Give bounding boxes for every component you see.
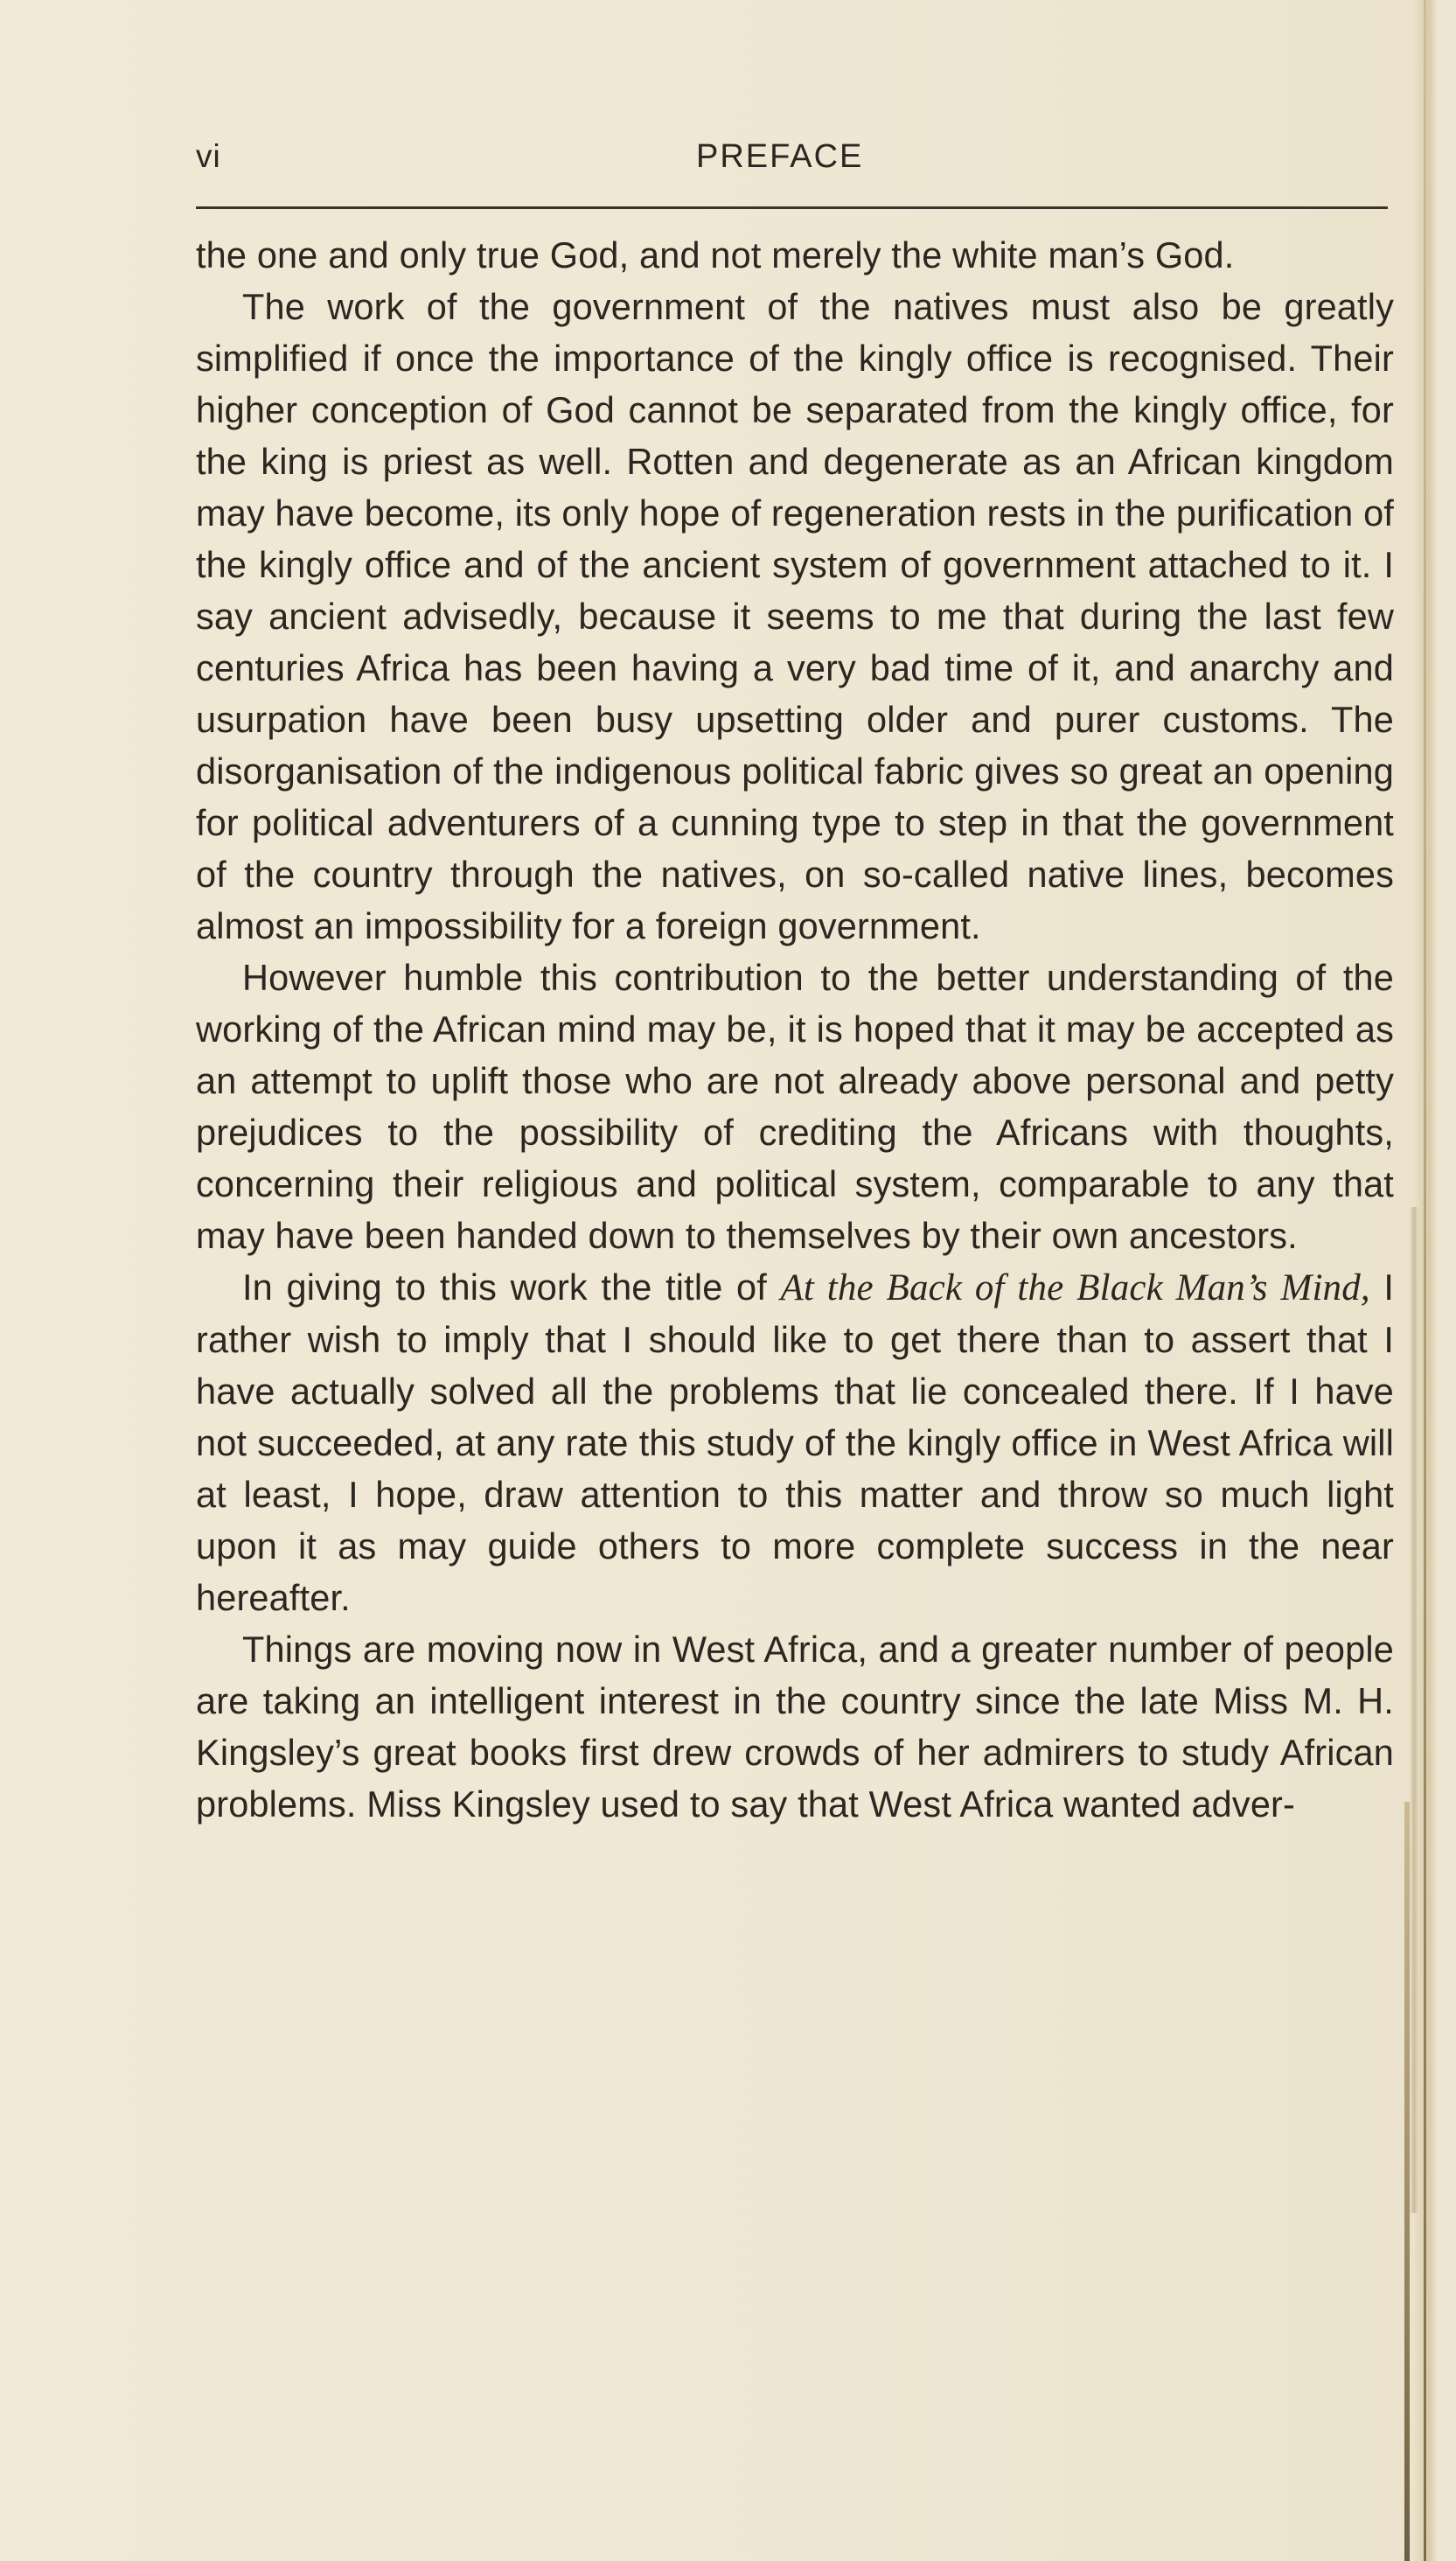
- header-rule: [196, 206, 1388, 209]
- paragraph: Things are moving now in West Africa, and a greater number of people are taking an intelligent interest in the country since the late Miss M. H. Kingsley’s great books first drew crowds of her admirers to study African problems. Miss Kingsley used to say that West Africa wanted adver-: [196, 1629, 1394, 1825]
- page-edge: [1415, 0, 1456, 2561]
- paragraph: The work of the government of the natives must also be greatly simplified if once the importance of the kingly office is recognised. Their higher conception of God cannot be separated from the kingly office, for the king is priest as well. Rotten and degenerate as an African kingdom may have become, its only hope of regeneration rests in the purification of the kingly office and of the ancient system of government attached to it. I say ancient advisedly, because it seems to me that during the last few centuries Africa has been having a very bad time of it, and anarchy and usurpation have been busy upsetting older and purer customs. The disorganisation of the indigenous political fabric gives so great an opening for political adventurers of a cunning type to step in that the government of the country through the natives, on so-called native lines, becomes almost an impossibility for a foreign government.: [196, 286, 1394, 946]
- preface-body: [196, 229, 1394, 1830]
- page-number: vi: [196, 138, 221, 174]
- running-header: [196, 138, 1394, 182]
- running-title: PREFACE: [696, 138, 864, 175]
- page-edge-shadow: [1410, 1207, 1418, 2213]
- paragraph: the one and only true God, and not merely the white man’s God.: [196, 234, 1235, 276]
- paragraph-text: I rather wish to imply that I should like to get there than to assert that I have actually solved all the problems that lie concealed there. If I have not succeeded, at any rate this study of the kingly office in West Africa will at least, I hope, draw attention to this matter and throw so much light upon it as may guide others to more complete success in the near hereafter.: [196, 1267, 1394, 1618]
- book-title: At the Back of the Black Man’s Mind,: [780, 1267, 1370, 1308]
- paragraph: However humble this contribution to the better understanding of the working of the African mind may be, it is hoped that it may be accepted as an attempt to uplift those who are not already above personal and petty prejudices to the possibility of crediting the Africans with thoughts, concerning their religious and political system, comparable to any that may have been handed down to themselves by their own ancestors.: [196, 957, 1394, 1256]
- page-edge-line: [1424, 0, 1426, 2561]
- paragraph: [196, 1261, 1394, 1623]
- paragraph-text: In giving to this work the title of: [242, 1267, 781, 1308]
